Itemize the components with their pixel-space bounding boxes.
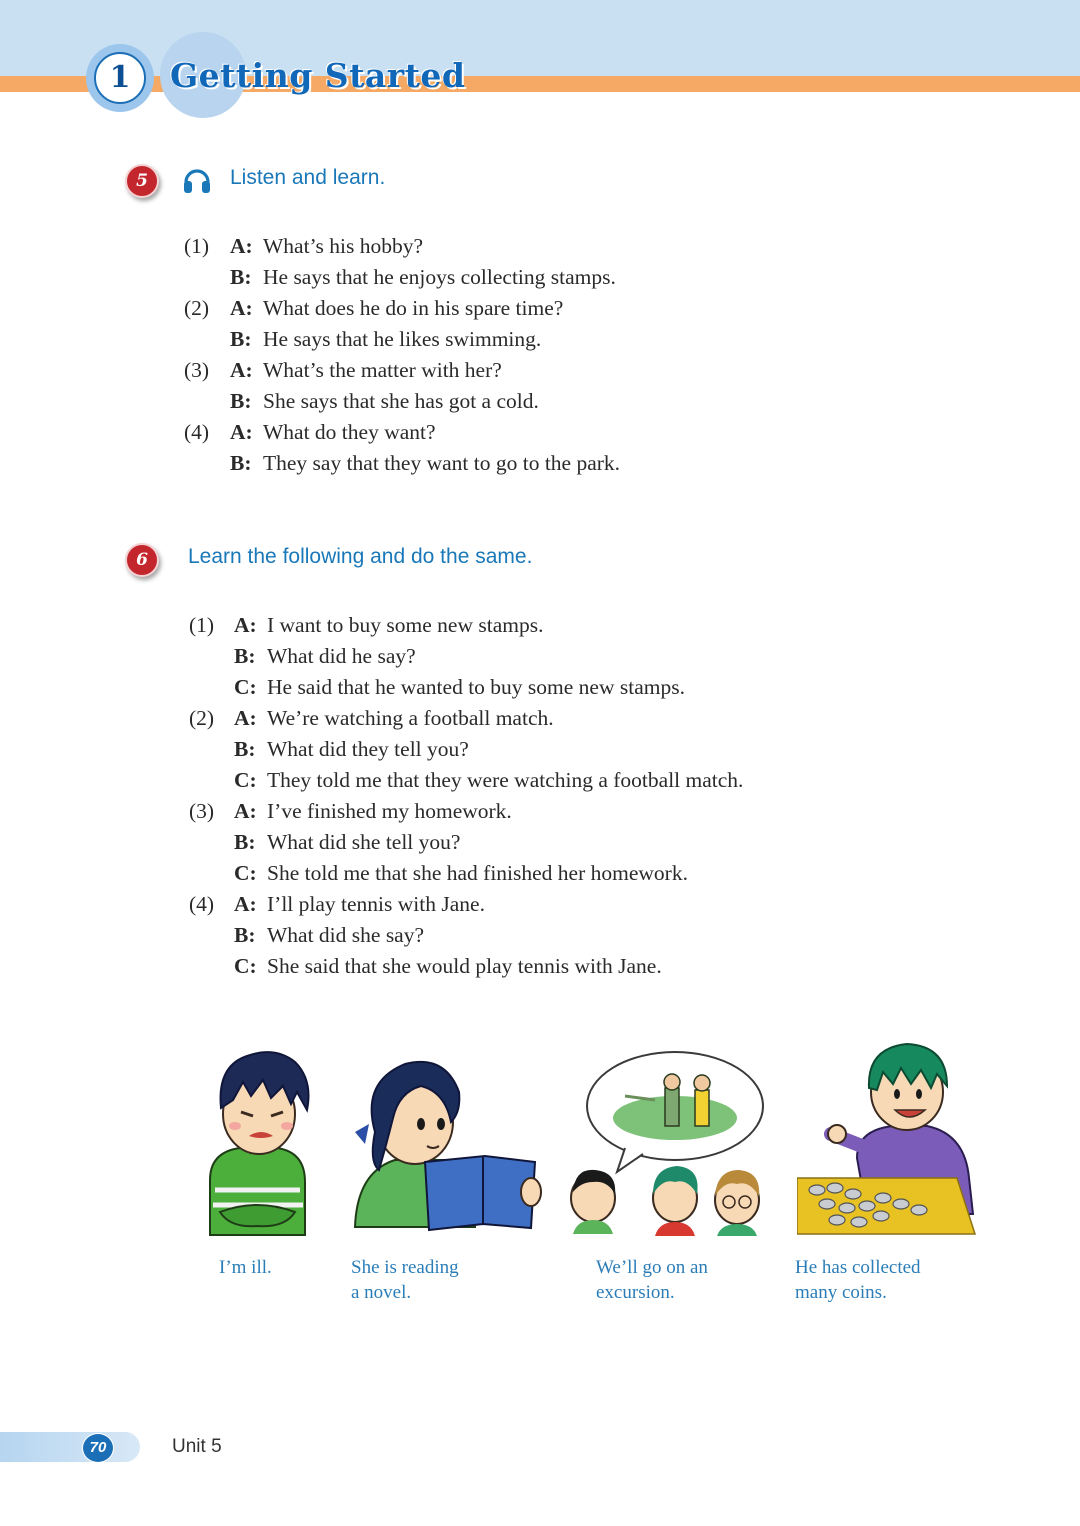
dialogue-line: I’ll play tennis with Jane.	[267, 892, 485, 916]
headphones-icon	[182, 164, 212, 196]
caption-line: I’m ill.	[219, 1257, 272, 1278]
speaker-label: B:	[234, 644, 256, 668]
dialogue-line: I’ve finished my homework.	[267, 799, 512, 823]
speaker-label: C:	[234, 954, 257, 978]
dialogue-index: (4)	[189, 892, 215, 916]
caption-2	[351, 1255, 459, 1305]
speaker-label: B:	[234, 830, 256, 854]
dialogue-line: What did she tell you?	[267, 830, 461, 854]
dialogue-line: He says that he enjoys collecting stamps.	[263, 265, 616, 289]
excursion-kids-illustration	[565, 1048, 780, 1240]
dialogue-line: What does he do in his spare time?	[263, 296, 564, 320]
speaker-label: C:	[234, 768, 257, 792]
dialogue-line: What’s his hobby?	[263, 234, 424, 258]
caption-4	[795, 1255, 921, 1305]
caption-line: He has collected	[795, 1257, 921, 1278]
caption-3	[596, 1255, 708, 1305]
speaker-label: C:	[234, 861, 257, 885]
dialogue-line: What do they want?	[263, 420, 436, 444]
page-number: 70	[82, 1433, 114, 1463]
sick-boy-illustration	[195, 1040, 320, 1240]
speaker-label: B:	[234, 737, 256, 761]
dialogue-line: What did he say?	[267, 644, 416, 668]
exercise-6-title: Learn the following and do the same.	[188, 545, 533, 568]
speaker-label: B:	[234, 923, 256, 947]
exercise-5-title: Listen and learn.	[230, 166, 386, 189]
dialogue-line: She says that she has got a cold.	[263, 389, 539, 413]
dialogue-line: They say that they want to go to the park.	[263, 451, 621, 475]
speaker-label: B:	[230, 389, 252, 413]
lesson-badge	[86, 44, 154, 112]
dialogue-index: (2)	[184, 296, 210, 320]
speaker-label: A:	[234, 799, 257, 823]
caption-line: a novel.	[351, 1282, 412, 1303]
girl-reading-illustration	[335, 1052, 545, 1232]
speaker-label: B:	[230, 265, 252, 289]
dialogue-line: I want to buy some new stamps.	[267, 613, 544, 637]
dialogue-index: (4)	[184, 420, 210, 444]
dialogue-line: What did she say?	[267, 923, 425, 947]
dialogue-line: What did they tell you?	[267, 737, 469, 761]
speaker-label: A:	[234, 706, 257, 730]
lesson-number: 1	[94, 52, 146, 104]
exercise-5-number: 5	[125, 164, 159, 198]
lesson-title: Getting Started	[170, 56, 466, 95]
speaker-label: B:	[230, 451, 252, 475]
dialogue-index: (1)	[189, 613, 215, 637]
dialogue-index: (3)	[189, 799, 215, 823]
speaker-label: A:	[230, 420, 253, 444]
caption-line: We’ll go on an	[596, 1257, 708, 1278]
caption-line: many coins.	[795, 1282, 887, 1303]
caption-1	[219, 1255, 272, 1280]
dialogue-line: She told me that she had finished her homework.	[267, 861, 688, 885]
speaker-label: C:	[234, 675, 257, 699]
speaker-label: A:	[230, 358, 253, 382]
dialogue-line: They told me that they were watching a football match.	[267, 768, 744, 792]
dialogue-line: He said that he wanted to buy some new stamps.	[267, 675, 685, 699]
dialogue-line: We’re watching a football match.	[267, 706, 554, 730]
speaker-label: A:	[230, 234, 253, 258]
caption-line: She is reading	[351, 1257, 459, 1278]
coin-collector-illustration	[797, 1038, 977, 1238]
dialogue-line: She said that she would play tennis with Jane.	[267, 954, 662, 978]
dialogue-line: What’s the matter with her?	[263, 358, 502, 382]
exercise-6-number: 6	[125, 543, 159, 577]
speaker-label: B:	[230, 327, 252, 351]
speaker-label: A:	[230, 296, 253, 320]
speaker-label: A:	[234, 613, 257, 637]
dialogue-index: (1)	[184, 234, 210, 258]
unit-label: Unit 5	[172, 1436, 222, 1457]
dialogue-line: He says that he likes swimming.	[263, 327, 542, 351]
footer-bar	[0, 1432, 140, 1462]
speaker-label: A:	[234, 892, 257, 916]
dialogue-index: (3)	[184, 358, 210, 382]
caption-line: excursion.	[596, 1282, 675, 1303]
dialogue-index: (2)	[189, 706, 215, 730]
